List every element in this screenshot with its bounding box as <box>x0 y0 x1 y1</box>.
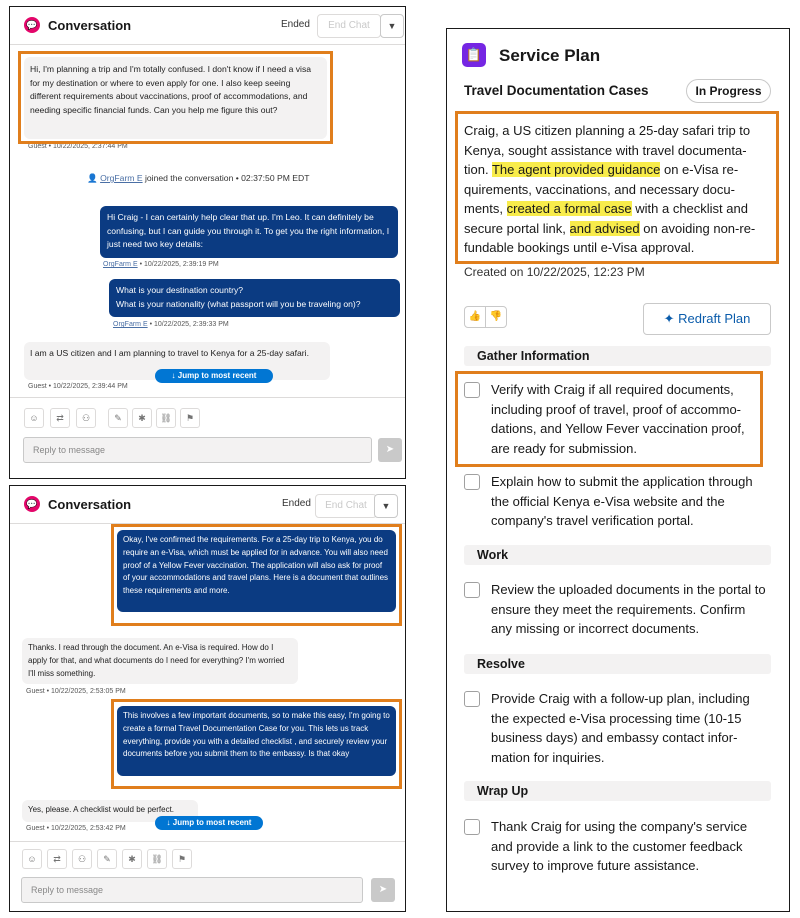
plan-summary <box>464 121 764 258</box>
task-text: Provide Craig with a follow-up plan, including the expected e-Visa processing time (10-15 business days) and embassy contact infor-mation for inquiries. <box>491 691 750 765</box>
task-text: Thank Craig for using the company's service and provide a link to the customer feedback survey to improve future assistance. <box>491 819 748 873</box>
case-title: Travel Documentation Cases <box>464 83 649 98</box>
agent-message <box>117 530 396 612</box>
chat-bubble-icon: 💬 <box>24 17 40 33</box>
task-item <box>464 689 774 767</box>
knowledge-icon[interactable]: ✱ <box>132 408 152 428</box>
conversation-header <box>10 486 405 524</box>
conversation-panel-a <box>9 6 406 479</box>
end-chat-button[interactable]: End Chat <box>317 14 381 38</box>
task-checkbox[interactable] <box>464 474 480 490</box>
message-meta <box>113 321 229 328</box>
message-text: Okay, I've confirmed the requirements. For a 25-day trip to Kenya, you do require an e-Visa, which must be applied for in advance. You will also need proof of a Yellow Fever vaccination. The application will also ask for proof of your accommodations and travel plans. Here is a document that outlines these requirements and more. <box>123 535 389 596</box>
end-chat-button[interactable]: End Chat <box>315 494 377 518</box>
link-icon[interactable]: ⛓ <box>147 849 167 869</box>
meta-text: • 10/22/2025, 2:39:19 PM <box>137 261 219 268</box>
agent-message <box>100 206 398 258</box>
highlighted-text: The agent provided guidance <box>491 162 661 177</box>
reply-input[interactable]: Reply to message <box>21 877 363 903</box>
quick-text-icon[interactable]: ✎ <box>108 408 128 428</box>
quick-text-icon[interactable]: ✎ <box>97 849 117 869</box>
agent-link[interactable]: OrgFarm E <box>113 321 148 328</box>
jump-to-recent-button[interactable]: ↓ Jump to most recent <box>155 369 273 383</box>
message-text: Hi Craig - I can certainly help clear that up. I'm Leo. It can definitely be confusing, but I can guide you through it. To get you the right information, I just need two key details: <box>107 212 390 250</box>
message-text: Thanks. I read through the document. An e-Visa is required. How do I apply for that, and what documents do I need for everything? I'm worried I'll miss something. <box>28 643 285 678</box>
thumbs-up-icon[interactable]: 👍 <box>464 306 486 328</box>
conversation-header <box>10 7 405 45</box>
flag-icon[interactable]: ⚑ <box>172 849 192 869</box>
conversation-title: Conversation <box>48 18 132 33</box>
system-note-text: joined the conversation • 02:37:50 PM EDT <box>142 173 310 183</box>
message-text: Hi, I'm planning a trip and I'm totally confused. I don't know if I need a visa for my destination or where to even apply for one. I also keep seeing different requirements about vaccinations, proof of accommodations, and needing specific financial funds. Can you help me figure this out? <box>30 64 312 115</box>
knowledge-icon[interactable]: ✱ <box>122 849 142 869</box>
reply-input[interactable]: Reply to message <box>23 437 372 463</box>
clipboard-icon: 📋 <box>462 43 486 67</box>
emoji-icon[interactable]: ☺ <box>24 408 44 428</box>
composer-toolbar <box>10 841 405 876</box>
created-date: Created on 10/22/2025, 12:23 PM <box>464 265 645 279</box>
section-gather-information: Gather Information <box>464 346 771 366</box>
task-checkbox[interactable] <box>464 691 480 707</box>
composer-toolbar <box>10 397 405 439</box>
task-checkbox[interactable] <box>464 382 480 398</box>
chevron-down-icon[interactable]: ▼ <box>380 14 404 38</box>
message-meta: Guest • 10/22/2025, 2:53:05 PM <box>26 688 126 695</box>
emoji-icon[interactable]: ☺ <box>22 849 42 869</box>
consult-icon[interactable]: ⚇ <box>76 408 96 428</box>
task-item <box>464 817 774 877</box>
agent-link[interactable]: OrgFarm E <box>103 261 138 268</box>
message-text: This involves a few important documents, so to make this easy, I'm going to create a formal Travel Documentation Case for you. This lets us track everything, provide you with a detailed checklist , and securely review your documents before you submit them to the embassy. Is that okay <box>123 711 390 759</box>
flag-icon[interactable]: ⚑ <box>180 408 200 428</box>
message-text: Yes, please. A checklist would be perfect. <box>28 805 175 814</box>
chevron-down-icon[interactable]: ▼ <box>374 494 398 518</box>
conversation-panel-b <box>9 485 406 912</box>
transfer-icon[interactable]: ⇄ <box>47 849 67 869</box>
highlighted-text: and advised <box>569 220 640 236</box>
summary-text: on avoiding non-re-fundable bookings until e-Visa approval. <box>464 220 756 255</box>
status-badge: In Progress <box>686 79 771 103</box>
redraft-label: Redraft Plan <box>678 311 751 326</box>
service-plan-panel <box>446 28 790 912</box>
message-meta: Guest • 10/22/2025, 2:39:44 PM <box>28 383 128 390</box>
guest-message <box>22 638 298 684</box>
system-note <box>87 173 309 184</box>
message-meta: Guest • 10/22/2025, 2:37:44 PM <box>28 143 128 150</box>
thumbs-down-icon[interactable]: 👎 <box>485 306 507 328</box>
agent-message <box>109 279 400 317</box>
conversation-title: Conversation <box>48 497 132 512</box>
send-icon[interactable]: ➤ <box>378 438 402 462</box>
summary-text: on e-Visa re-quirements, vaccinations, and necessary docu-ments, <box>464 162 739 216</box>
task-item <box>464 580 774 640</box>
message-meta: Guest • 10/22/2025, 2:53:42 PM <box>26 825 126 832</box>
summary-text: Craig, a US citizen planning a 25-day safari trip to Kenya, sought assistance with travel documenta-tion. <box>464 123 751 177</box>
agent-message <box>117 706 396 776</box>
task-item <box>464 472 774 532</box>
chat-status: Ended <box>282 498 311 509</box>
message-text: I am a US citizen and I am planning to travel to Kenya for a 25-day safari. <box>30 348 309 358</box>
task-checkbox[interactable] <box>464 582 480 598</box>
section-resolve: Resolve <box>464 654 771 674</box>
link-icon[interactable]: ⛓ <box>156 408 176 428</box>
section-wrap-up: Wrap Up <box>464 781 771 801</box>
chat-bubble-icon: 💬 <box>24 496 40 512</box>
agent-link[interactable]: OrgFarm E <box>100 173 143 183</box>
jump-to-recent-button[interactable]: ↓ Jump to most recent <box>155 816 263 830</box>
person-icon: 👤 <box>87 173 98 183</box>
message-meta <box>103 261 219 268</box>
task-checkbox[interactable] <box>464 819 480 835</box>
summary-text: with a checklist and secure portal link, <box>464 201 748 236</box>
section-work: Work <box>464 545 771 565</box>
panel-title: Service Plan <box>499 46 601 65</box>
transfer-icon[interactable]: ⇄ <box>50 408 70 428</box>
send-icon[interactable]: ➤ <box>371 878 395 902</box>
message-text: What is your destination country? What is your nationality (what passport will you be traveling on)? <box>116 285 361 309</box>
redraft-plan-button[interactable] <box>643 303 771 335</box>
task-text: Verify with Craig if all required documents, including proof of travel, proof of accommo-dations, and Yellow Fever vaccination proof, are ready for submission. <box>491 382 745 456</box>
meta-text: • 10/22/2025, 2:39:33 PM <box>147 321 229 328</box>
task-text: Explain how to submit the application through the official Kenya e-Visa website and the company's travel verification portal. <box>491 474 753 528</box>
consult-icon[interactable]: ⚇ <box>72 849 92 869</box>
highlighted-text: created a formal case <box>506 201 632 216</box>
task-text: Review the uploaded documents in the portal to ensure they meet the requirements. Confirm any missing or incorrect documents. <box>491 582 766 636</box>
guest-message <box>24 57 327 139</box>
sparkle-icon: ✦ <box>663 311 675 326</box>
chat-status: Ended <box>281 19 310 30</box>
task-item <box>464 380 774 458</box>
